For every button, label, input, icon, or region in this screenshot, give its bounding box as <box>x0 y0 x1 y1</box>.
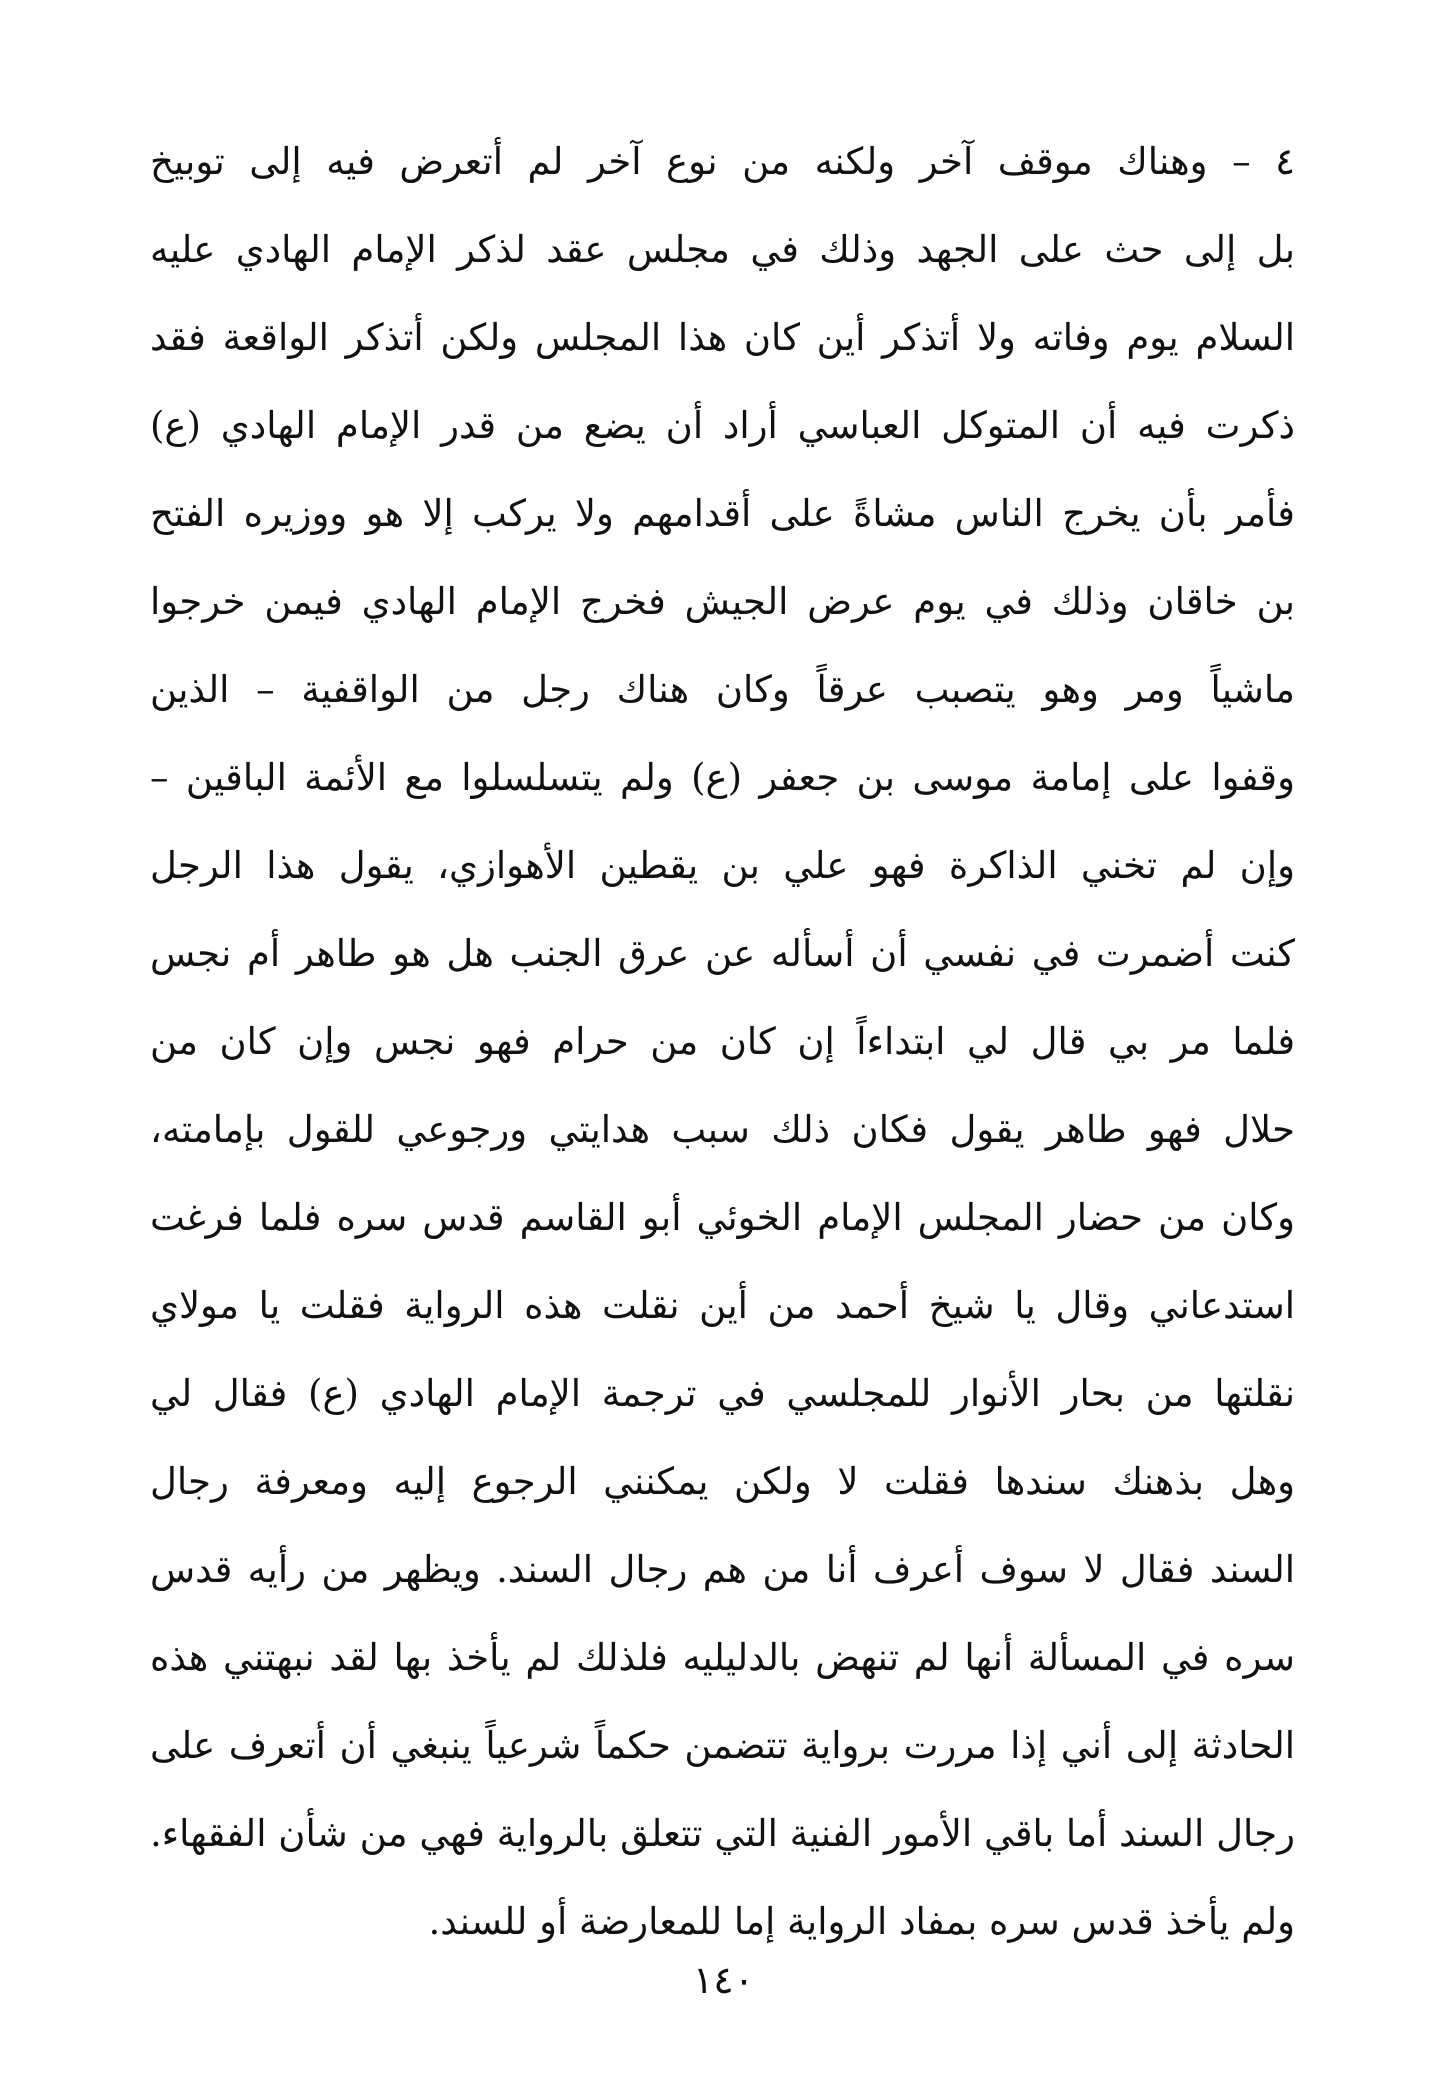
text-line: كنت أضمرت في نفسي أن أسأله عن عرق الجنب هل هو طاهر أم نجس <box>150 932 1295 975</box>
text-line: وهل بذهنك سندها فقلت لا ولكن يمكنني الرجوع إليه ومعرفة رجال <box>150 1460 1295 1503</box>
text-line: وإن لم تخني الذاكرة فهو علي بن يقطين الأهوازي، يقول هذا الرجل <box>150 844 1295 887</box>
text-line: ٤ – وهناك موقف آخر ولكنه من نوع آخر لم أتعرض فيه إلى توبيخ <box>150 140 1295 183</box>
text-line: بل إلى حث على الجهد وذلك في مجلس عقد لذكر الإمام الهادي عليه <box>150 228 1295 271</box>
text-line: حلال فهو طاهر يقول فكان ذلك سبب هدايتي ورجوعي للقول بإمامته، <box>150 1108 1295 1151</box>
page-number: ١٤٠ <box>692 1958 755 2002</box>
body-text <box>150 118 1295 1966</box>
text-line: بن خاقان وذلك في يوم عرض الجيش فخرج الإمام الهادي فيمن خرجوا <box>150 580 1295 623</box>
text-line: الحادثة إلى أني إذا مررت برواية تتضمن حكماً شرعياً ينبغي أن أتعرف على <box>150 1724 1295 1767</box>
text-line: سره في المسألة أنها لم تنهض بالدليليه فلذلك لم يأخذ بها لقد نبهتني هذه <box>150 1636 1295 1679</box>
text-line: ماشياً ومر وهو يتصبب عرقاً وكان هناك رجل من الواقفية – الذين <box>150 668 1295 711</box>
text-line: ذكرت فيه أن المتوكل العباسي أراد أن يضع من قدر الإمام الهادي (ع) <box>150 404 1295 447</box>
text-line: فأمر بأن يخرج الناس مشاةً على أقدامهم ولا يركب إلا هو ووزيره الفتح <box>150 492 1295 535</box>
text-line: وقفوا على إمامة موسى بن جعفر (ع) ولم يتسلسلوا مع الأئمة الباقين – <box>150 756 1295 799</box>
text-line: السند فقال لا سوف أعرف أنا من هم رجال السند. ويظهر من رأيه قدس <box>150 1548 1295 1591</box>
text-line: استدعاني وقال يا شيخ أحمد من أين نقلت هذه الرواية فقلت يا مولاي <box>150 1284 1295 1327</box>
text-line-last: ولم يأخذ قدس سره بمفاد الرواية إما للمعارضة أو للسند. <box>428 1900 1295 1943</box>
text-line: وكان من حضار المجلس الإمام الخوئي أبو القاسم قدس سره فلما فرغت <box>150 1196 1295 1239</box>
text-line: رجال السند أما باقي الأمور الفنية التي تتعلق بالرواية فهي من شأن الفقهاء. <box>150 1812 1295 1855</box>
text-line: فلما مر بي قال لي ابتداءاً إن كان من حرام فهو نجس وإن كان من <box>150 1020 1295 1063</box>
text-line: السلام يوم وفاته ولا أتذكر أين كان هذا المجلس ولكن أتذكر الواقعة فقد <box>150 316 1295 359</box>
text-line: نقلتها من بحار الأنوار للمجلسي في ترجمة الإمام الهادي (ع) فقال لي <box>150 1372 1295 1415</box>
